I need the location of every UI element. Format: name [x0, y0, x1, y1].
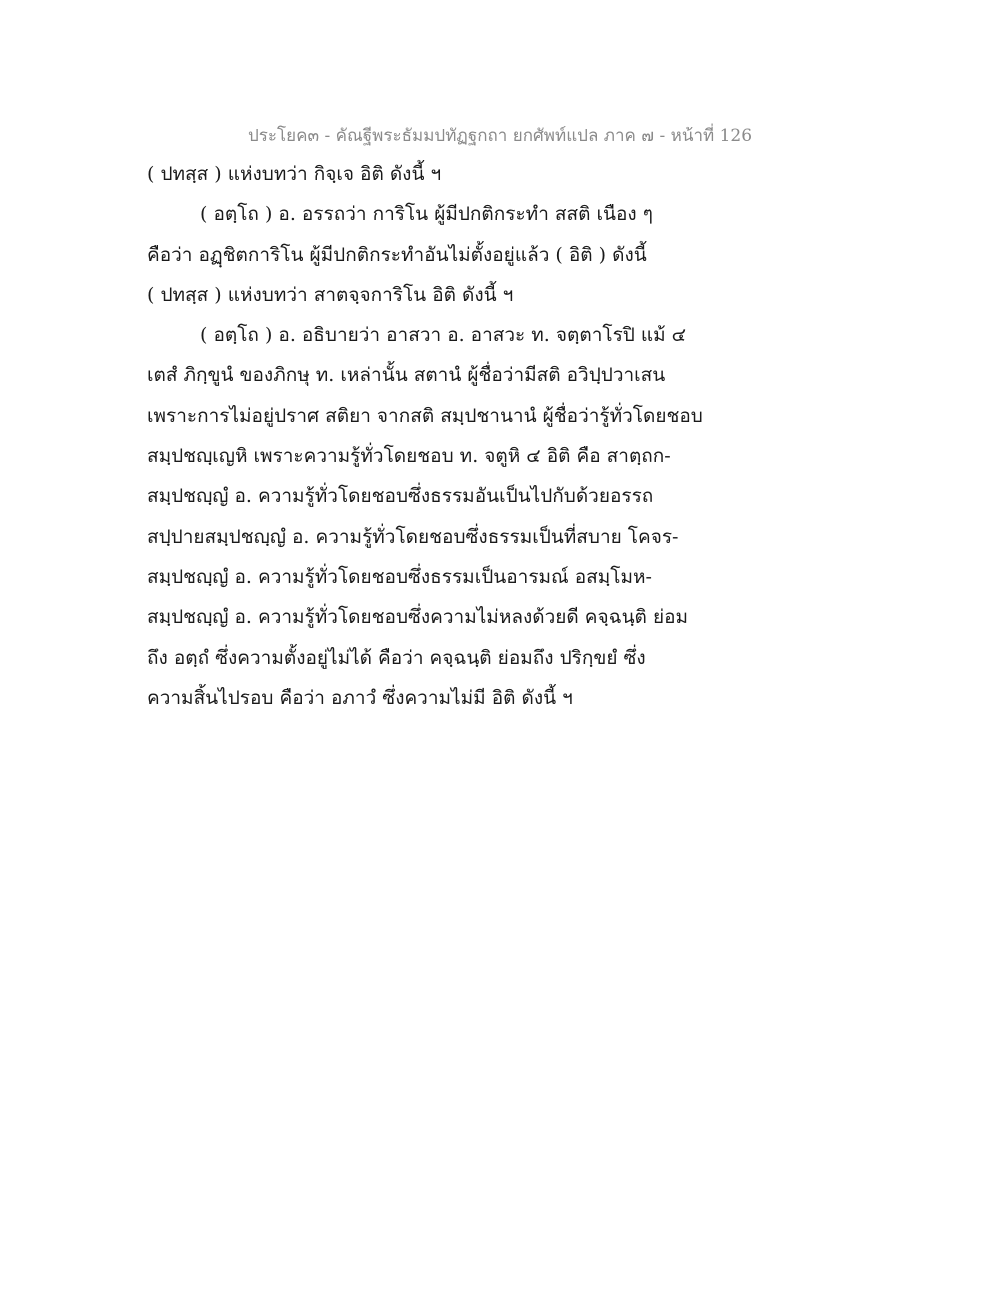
text-line: สมฺปชญฺญํ อ. ความรู้ทั่วโดยชอบซึ่งธรรมเป็นอารมณ์ อสมฺโมห-: [147, 565, 652, 588]
text-line: คือว่า อฏฺชิตการิโน ผู้มีปกติกระทำอันไม่ตั้งอยู่แล้ว ( อิติ ) ดังนี้: [147, 243, 647, 266]
text-line: ( อตฺโถ ) อ. อรรถว่า การิโน ผู้มีปกติกระทำ สสติ เนือง ๆ: [200, 203, 653, 226]
text-line: สปฺปายสมฺปชญฺญํ อ. ความรู้ทั่วโดยชอบซึ่งธรรมเป็นที่สบาย โคจร-: [147, 525, 679, 548]
text-line: เตสํ ภิกฺขูนํ ของภิกษุ ท. เหล่านั้น สตานํ ผู้ชื่อว่ามีสติ อวิปฺปวาเสน: [147, 364, 666, 387]
running-header: ประโยค๓ - คัณฐีพระธัมมปทัฏฐกถา ยกศัพท์แปล ภาค ๗ - หน้าที่ 126: [247, 126, 753, 146]
text-line: ( อตฺโถ ) อ. อธิบายว่า อาสวา อ. อาสวะ ท. จตฺตาโรปิ แม้ ๔: [200, 324, 687, 347]
body-text: [147, 154, 867, 718]
text-line: สมฺปชญฺญํ อ. ความรู้ทั่วโดยชอบซึ่งความไม่หลงด้วยดี คจฺฉนฺติ ย่อม: [147, 606, 689, 629]
text-line: ถึง อตฺถํ ซึ่งความตั้งอยู่ไม่ได้ คือว่า คจฺฉนฺติ ย่อมถึง ปริกฺขยํ ซึ่ง: [147, 646, 646, 669]
text-line: สมฺปชญฺเญหิ เพราะความรู้ทั่วโดยชอบ ท. จตูหิ ๔ อิติ คือ สาตฺถก-: [147, 445, 671, 468]
text-line: ความสิ้นไปรอบ คือว่า อภาวํ ซึ่งความไม่มี อิติ ดังนี้ ฯ: [147, 686, 573, 709]
text-line: เพราะการไม่อยู่ปราศ สติยา จากสติ สมฺปชานานํ ผู้ชื่อว่ารู้ทั่วโดยชอบ: [147, 404, 703, 427]
text-line: สมฺปชญฺญํ อ. ความรู้ทั่วโดยชอบซึ่งธรรมอันเป็นไปกับด้วยอรรถ: [147, 485, 654, 508]
text-line: ( ปทสฺส ) แห่งบทว่า กิจฺเจ อิติ ดังนี้ ฯ: [147, 163, 442, 185]
text-line: ( ปทสฺส ) แห่งบทว่า สาตจฺจการิโน อิติ ดังนี้ ฯ: [147, 283, 514, 306]
